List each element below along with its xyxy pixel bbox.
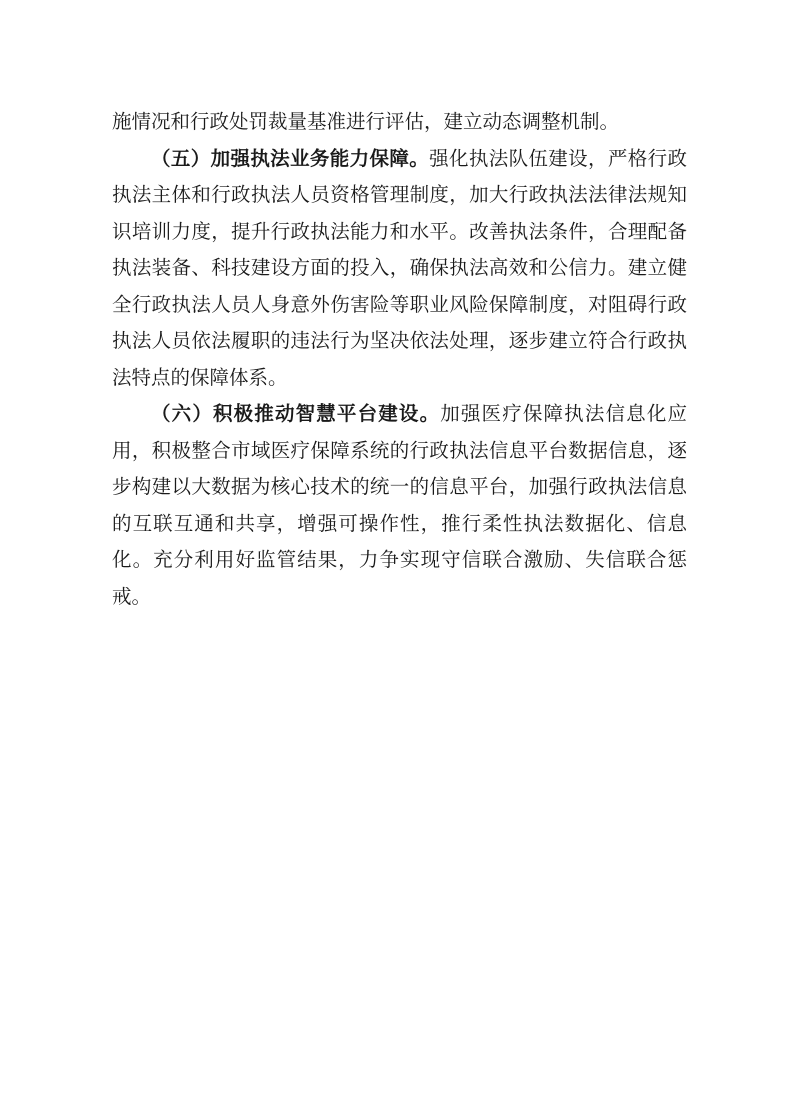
section-5-heading: （五）加强执法业务能力保障。 [151,146,430,170]
document-body [112,104,687,615]
paragraph-section-6 [112,396,687,615]
section-5-text: 强化执法队伍建设，严格行政执法主体和行政执法人员资格管理制度，加大行政执法法律法规知识培训力度，提升行政执法能力和水平。改善执法条件，合理配备执法装备、科技建设方面的投入，确保执法高效和公信力。建立健全行政执法人员人身意外伤害险等职业风险保障制度，对阻碍行政执法人员依法履职的违法行为坚决依法处理，逐步建立符合行政执法特点的保障体系。 [112,146,687,389]
paragraph-text: 施情况和行政处罚裁量基准进行评估，建立动态调整机制。 [112,110,620,133]
paragraph-continuation [112,104,687,141]
section-6-heading: （六）积极推动智慧平台建设。 [151,402,441,425]
paragraph-section-5 [112,141,687,397]
section-6-text: 加强医疗保障执法信息化应用，积极整合市域医疗保障系统的行政执法信息平台数据信息，逐步构建以大数据为核心技术的统一的信息平台，加强行政执法信息的互联互通和共享，增强可操作性，推行柔性执法数据化、信息化。充分利用好监管结果，力争实现守信联合激励、失信联合惩戒。 [112,402,687,608]
